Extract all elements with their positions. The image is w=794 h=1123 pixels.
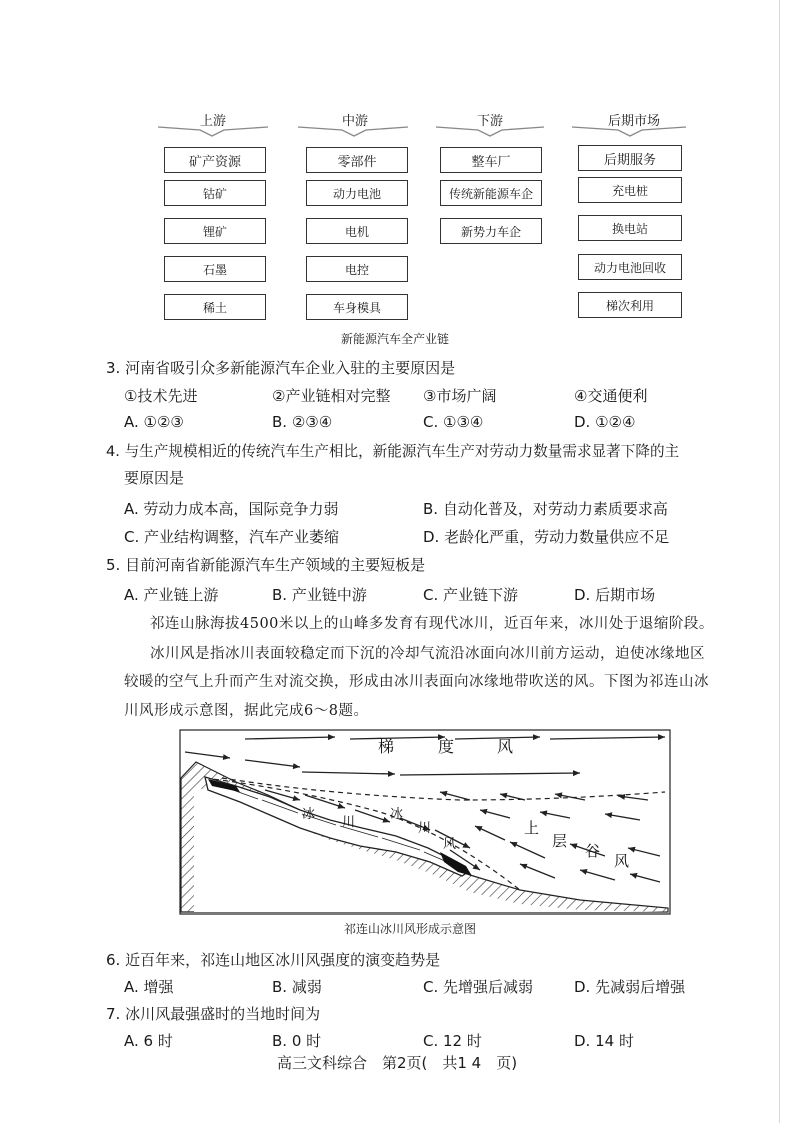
question-4-stem-line2: 要原因是 [124, 469, 185, 487]
q6-option-a: A. 增强 [124, 978, 174, 996]
chain-diagram-caption: 新能源汽车全产业链 [340, 332, 449, 346]
chain-box-midstream-3: 电控 [306, 256, 408, 282]
q3-option-b: B. ②③④ [272, 413, 333, 431]
page-footer: 高三文科综合 第2页( 共1 4 页) [276, 1054, 518, 1072]
question-4-stem-line1: 4. 与生产规模相近的传统汽车生产相比，新能源汽车生产对劳动力数量需求显著下降的主 [106, 443, 680, 460]
chain-box-aftermarket-0: 后期服务 [578, 145, 682, 171]
label-upper-valley-wind-1: 上 [524, 819, 540, 837]
downstream-header: 下游 [476, 114, 503, 129]
label-gradient-wind-1: 梯 [378, 737, 395, 756]
label-upper-valley-wind-2: 层 [552, 832, 568, 850]
chain-box-upstream-1: 钴矿 [164, 180, 266, 206]
chain-box-upstream-4: 稀土 [164, 294, 266, 320]
label-gradient-wind-3: 风 [497, 737, 514, 756]
q5-option-a: A. 产业链上游 [124, 586, 219, 604]
question-5-stem: 5. 目前河南省新能源汽车生产领域的主要短板是 [106, 556, 426, 574]
q6-option-d: D. 先减弱后增强 [574, 978, 686, 996]
q5-option-b: B. 产业链中游 [272, 586, 367, 604]
chain-box-downstream-2: 新势力车企 [440, 218, 542, 244]
q6-option-c: C. 先增强后减弱 [423, 978, 534, 996]
q7-option-a: A. 6 时 [124, 1032, 173, 1050]
chain-box-midstream-1: 动力电池 [306, 180, 408, 206]
glacier-diagram-caption: 祁连山冰川风形成示意图 [343, 922, 476, 936]
passage-line-2: 冰川风是指冰川表面较稳定而下沉的冷却气流沿冰面向冰川前方运动，迫使冰缘地区 [150, 646, 705, 662]
q7-option-c: C. 12 时 [423, 1032, 482, 1050]
q5-option-c: C. 产业链下游 [423, 586, 519, 604]
chain-box-downstream-1: 传统新能源车企 [440, 180, 542, 206]
chain-box-midstream-4: 车身模具 [306, 294, 408, 320]
passage-line-1: 祁连山脉海拔4500米以上的山峰多发育有现代冰川，近百年来，冰川处于退缩阶段。 [150, 616, 714, 632]
q3-factor-2: ②产业链相对完整 [272, 387, 391, 405]
chain-box-upstream-0: 矿产资源 [164, 147, 266, 173]
label-glacier-1: 冰 [302, 807, 316, 822]
gradient-wind-arrows [185, 737, 665, 775]
chain-box-aftermarket-2: 换电站 [578, 215, 682, 241]
chain-box-aftermarket-4: 梯次利用 [578, 292, 682, 318]
passage-line-4: 川风形成示意图，据此完成6～8题。 [124, 703, 369, 719]
q6-option-b: B. 减弱 [272, 978, 322, 996]
label-glacier-wind-2: 川 [418, 821, 432, 836]
chain-box-midstream-2: 电机 [306, 218, 408, 244]
label-upper-valley-wind-4: 风 [614, 852, 630, 870]
q3-factor-4: ④交通便利 [574, 387, 648, 405]
label-glacier-2: 川 [342, 815, 356, 830]
chain-box-aftermarket-1: 充电桩 [578, 177, 682, 203]
q7-option-d: D. 14 时 [574, 1032, 634, 1050]
question-3-stem: 3. 河南省吸引众多新能源汽车企业入驻的主要原因是 [106, 359, 456, 377]
q3-factor-3: ③市场广阔 [423, 387, 497, 405]
aftermarket-header: 后期市场 [607, 114, 660, 129]
chain-box-midstream-0: 零部件 [306, 147, 408, 173]
label-gradient-wind-2: 度 [438, 737, 455, 756]
passage-line-3: 较暖的空气上升而产生对流交换，形成由冰川表面向冰缘地带吹送的风。下图为祁连山冰 [124, 674, 709, 690]
q3-option-d: D. ①②④ [574, 413, 636, 431]
q4-option-d: D. 老龄化严重，劳动力数量供应不足 [423, 528, 670, 546]
label-glacier-wind-3: 风 [443, 837, 457, 852]
q3-factor-1: ①技术先进 [124, 387, 198, 405]
q4-option-c: C. 产业结构调整，汽车产业萎缩 [124, 528, 340, 546]
chain-box-aftermarket-3: 动力电池回收 [578, 254, 682, 280]
midstream-header: 中游 [341, 114, 368, 129]
q5-option-d: D. 后期市场 [574, 586, 656, 604]
upstream-header: 上游 [199, 114, 226, 129]
label-upper-valley-wind-3: 谷 [585, 842, 601, 860]
q3-option-c: C. ①③④ [423, 413, 484, 431]
q3-option-a: A. ①②③ [124, 413, 184, 431]
chain-box-upstream-3: 石墨 [164, 256, 266, 282]
label-glacier-wind-1: 冰 [390, 807, 404, 822]
chain-box-upstream-2: 锂矿 [164, 218, 266, 244]
question-6-stem: 6. 近百年来，祁连山地区冰川风强度的演变趋势是 [106, 951, 441, 969]
q4-option-b: B. 自动化普及，对劳动力素质要求高 [423, 500, 668, 518]
q7-option-b: B. 0 时 [272, 1032, 322, 1050]
q4-option-a: A. 劳动力成本高，国际竞争力弱 [124, 500, 339, 518]
chain-box-downstream-0: 整车厂 [440, 147, 542, 173]
question-7-stem: 7. 冰川风最强盛时的当地时间为 [106, 1005, 321, 1023]
